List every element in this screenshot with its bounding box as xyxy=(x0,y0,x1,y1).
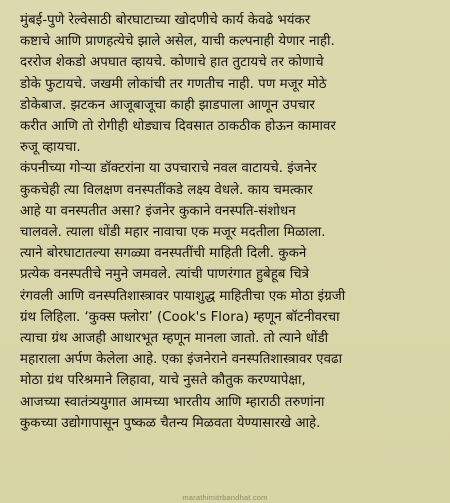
text-line: कंपनीच्या गोऱ्या डॉक्टरांना या उपचाराचे नवल वाटायचे. इंजनेर xyxy=(20,161,317,177)
text-line: प्रत्येक वनस्पतीचे नमुने जमवले. त्यांची पाणरंगात हुबेहूब चित्रे xyxy=(20,267,310,283)
text-line: कुकच्या उद्योगापासून पुष्कळ चैतन्य मिळवता येण्यासारखे आहे. xyxy=(20,415,321,431)
text-line: डोके फुटायचे. जखमी लोकांची तर गणतीच नाही. पण मजूर मोठे xyxy=(20,76,327,92)
paragraph-1 xyxy=(20,10,430,158)
text-line: कष्टाचे आणि प्राणहत्येचे झाले असेल, याची कल्पनाही येणार नाही. xyxy=(20,34,335,50)
text-line: चालवले. त्याला धोंडी महार नावाचा एक मजूर मदतीला मिळाला. xyxy=(20,225,326,241)
text-line: आजच्या स्वातंत्र्ययुगात आमच्या भारतीय आणि म्हाराठी तरुणांना xyxy=(20,394,325,410)
text-line: दररोज शेकडो अपघात व्हायचे. कोणाचे हात तुटायचे तर कोणाचे xyxy=(20,55,324,71)
watermark: marathimitrbandhat.com xyxy=(182,493,268,502)
text-line: रंगवली आणि वनस्पतिशास्त्रावर पायाशुद्ध माहितीचा एक मोठा इंग्रजी xyxy=(20,288,346,304)
text-line: ग्रंथ लिहिला. ‘कुक्स फ्लोरा’ (Cook's Flora) म्हणून बॉटनीवरचा xyxy=(20,309,340,325)
text-line: कुकचेही त्या विलक्षण वनस्पतींकडे लक्ष्य वेधले. काय चमत्कार xyxy=(20,182,313,198)
text-line: मोठा ग्रंथ परिश्रमाने लिहावा, याचे नुसते कौतुक करण्यापेक्षा, xyxy=(20,373,306,389)
paragraph-2 xyxy=(20,158,430,434)
text-line: महाराला अर्पण केलेला आहे. एका इंजनेराने वनस्पतिशास्त्रावर एवढा xyxy=(20,352,343,368)
text-line: डोकेबाज. झटकन आजूबाजूचा काही झाडपाला आणून उपचार xyxy=(20,97,315,113)
text-line: करीत आणि तो रोगीही थोड्याच दिवसात ठाकठीक होऊन कामावर xyxy=(20,119,336,135)
text-line: त्याचा ग्रंथ आजही आधारभूत म्हणून मानला जातो. तो त्याने धोंडी xyxy=(20,331,329,347)
text-line: मुंबई-पुणे रेल्वेसाठी बोरघाटाच्या खोदणीचे कार्य केवढे भयंकर xyxy=(20,13,311,28)
text-line: आहे या वनस्पतीत असा? इंजनेर कुकाने वनस्पति-संशोधन xyxy=(20,203,296,219)
text-line: त्याने बोरघाटातल्या सगळ्या वनस्पतींची माहिती दिली. कुकने xyxy=(20,246,307,262)
text-line: रुजू व्हायचा. xyxy=(20,140,81,156)
